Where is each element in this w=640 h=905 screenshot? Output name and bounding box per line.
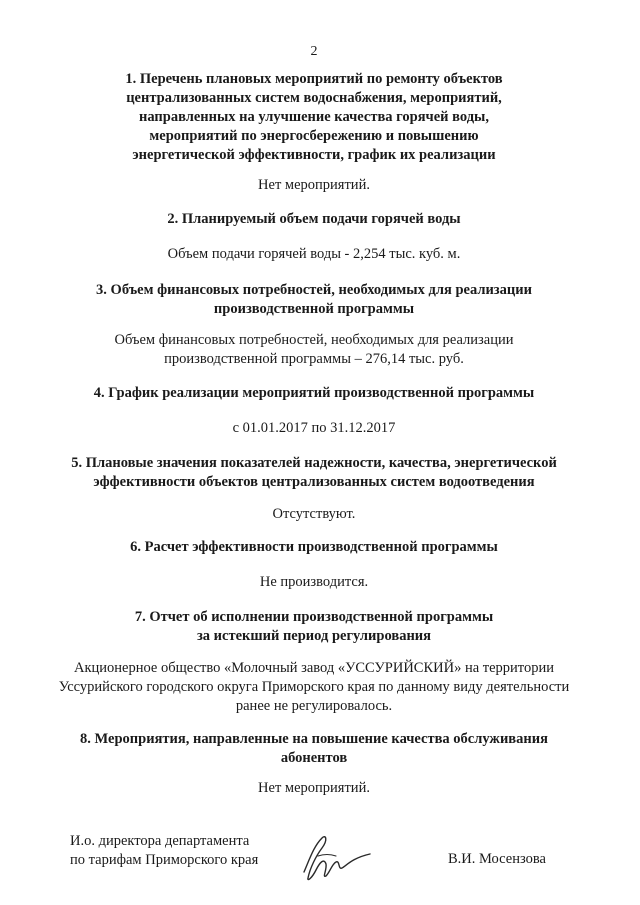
section-4-heading [0,384,628,403]
heading-line: 4. График реализации мероприятий производственной программы [93,385,535,401]
section-3-text [0,331,628,369]
section-6-heading [0,538,628,557]
text-line: Нет мероприятий. [258,177,370,193]
heading-line: направленных на улучшение качества горячей воды, [138,109,489,125]
section-3-heading [0,281,628,319]
text-line: ранее не регулировалось. [235,698,393,714]
heading-line: энергетической эффективности, график их реализации [132,147,496,163]
signatory-position-line: по тарифам Приморского края [70,852,259,868]
text-line: Нет мероприятий. [258,780,370,796]
section-2-text [0,245,628,264]
section-7-heading [0,608,628,646]
signatory-position-line: И.о. директора департамента [70,833,250,849]
section-5-text [0,505,628,524]
heading-line: 7. Отчет об исполнении производственной программы [134,609,494,625]
heading-line: мероприятий по энергосбережению и повышению [149,128,479,144]
section-1-text [0,176,628,195]
heading-line: 8. Мероприятия, направленные на повышение качества обслуживания [80,731,548,747]
heading-line: абонентов [280,750,348,766]
text-line: Объем подачи горячей воды - 2,254 тыс. куб. м. [167,246,461,262]
signatory-position [70,832,258,870]
heading-line: 5. Плановые значения показателей надежности, качества, энергетической [71,455,557,471]
heading-line: 1. Перечень плановых мероприятий по ремонту объектов [125,71,503,87]
text-line: Объем финансовых потребностей, необходимых для реализации [114,332,514,348]
section-6-text [0,573,628,592]
heading-line: 6. Расчет эффективности производственной программы [130,539,498,555]
section-2-heading [0,210,628,229]
text-line: с 01.01.2017 по 31.12.2017 [232,420,396,436]
section-1-heading [0,70,628,165]
section-4-text [0,419,628,438]
heading-line: централизованных систем водоснабжения, мероприятий, [126,90,502,106]
heading-line: 2. Планируемый объем подачи горячей воды [167,211,461,227]
text-line: Не производится. [259,574,369,590]
heading-line: производственной программы [213,301,415,317]
text-line: производственной программы – 276,14 тыс. руб. [164,351,464,367]
section-5-heading [0,454,628,492]
section-8-text [0,779,628,798]
section-8-heading [0,730,628,768]
signatory-name: В.И. Мосензова [448,851,546,867]
text-line: Уссурийского городского округа Приморского края по данному виду деятельности [58,679,570,695]
handwritten-signature [292,828,372,888]
text-line: Акционерное общество «Молочный завод «УССУРИЙСКИЙ» на территории [74,660,554,676]
heading-line: эффективности объектов централизованных систем водоотведения [93,474,535,490]
page-number: 2 [310,44,318,59]
section-7-text [0,659,628,716]
heading-line: 3. Объем финансовых потребностей, необходимых для реализации [96,282,532,298]
heading-line: за истекший период регулирования [196,628,432,644]
text-line: Отсутствуют. [272,506,356,522]
